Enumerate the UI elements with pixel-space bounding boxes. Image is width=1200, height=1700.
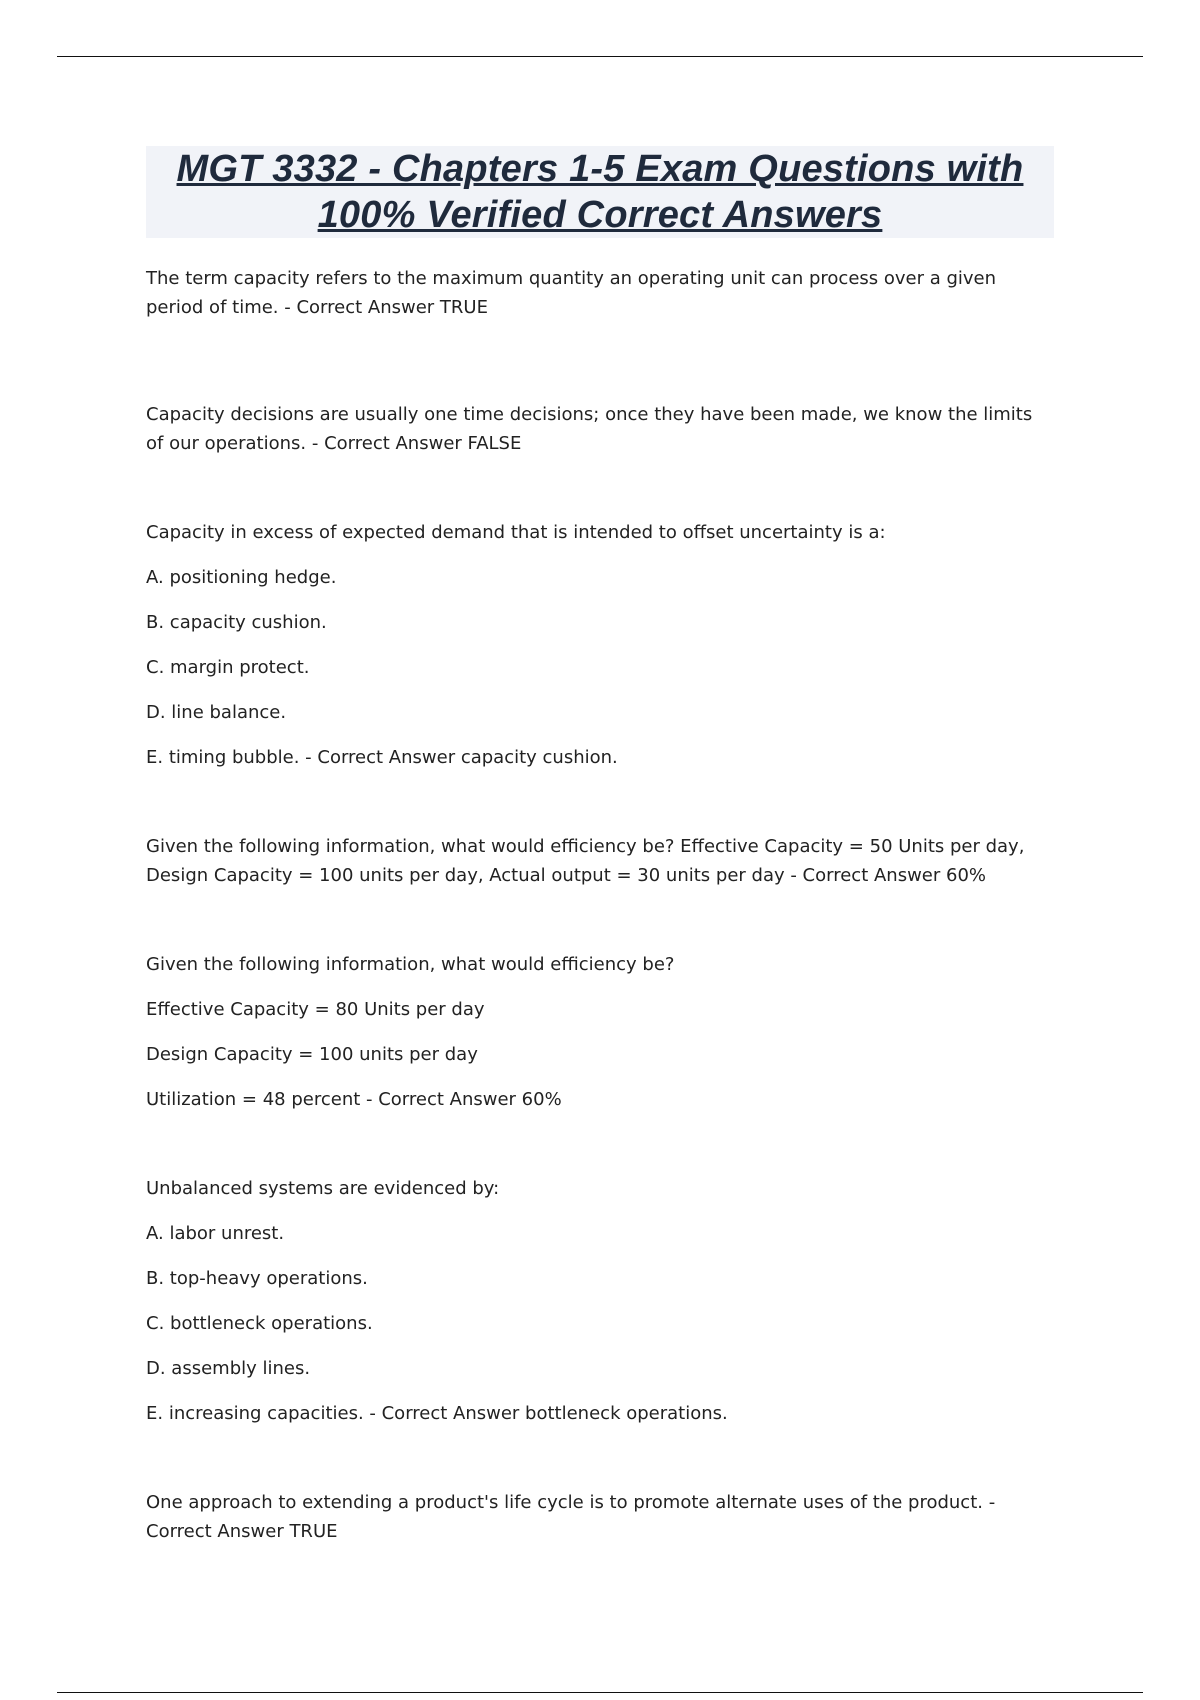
answer-option: B. top-heavy operations.: [146, 1268, 368, 1289]
question-item: [146, 1488, 1050, 1546]
question-item: [146, 518, 1050, 772]
question-item: [146, 950, 1050, 1114]
answer-option: D. assembly lines.: [146, 1358, 311, 1379]
answer-option: E. timing bubble. - Correct Answer capacity cushion.: [146, 747, 618, 768]
question-text: Given the following information, what would efficiency be? Effective Capacity = 50 Units per day, Design Capacity = 100 units per day, Actual output = 30 units per day - Correct Answer 60%: [146, 836, 1025, 886]
question-text: One approach to extending a product's life cycle is to promote alternate uses of the product. - Correct Answer TRUE: [146, 1492, 996, 1542]
question-text: Given the following information, what would efficiency be?: [146, 954, 675, 975]
answer-option: C. margin protect.: [146, 657, 310, 678]
answer-option: C. bottleneck operations.: [146, 1313, 373, 1334]
question-detail: Utilization = 48 percent - Correct Answer 60%: [146, 1089, 562, 1110]
question-text: Capacity decisions are usually one time decisions; once they have been made, we know the limits of our operations. - Correct Answer FALSE: [146, 404, 1033, 454]
question-text: Capacity in excess of expected demand that is intended to offset uncertainty is a:: [146, 522, 886, 543]
question-item: [146, 1174, 1050, 1428]
document-title: [177, 146, 1024, 238]
document-title-box: [146, 146, 1054, 238]
answer-option: E. increasing capacities. - Correct Answer bottleneck operations.: [146, 1403, 728, 1424]
answer-option: A. positioning hedge.: [146, 567, 337, 588]
question-text: The term capacity refers to the maximum quantity an operating unit can process over a given period of time. - Correct Answer TRUE: [146, 268, 997, 318]
question-detail: Design Capacity = 100 units per day: [146, 1044, 478, 1065]
answer-option: A. labor unrest.: [146, 1223, 285, 1244]
question-item: [146, 832, 1050, 890]
header-rule: [57, 56, 1143, 57]
question-item: [146, 264, 1050, 322]
question-item: [146, 400, 1050, 458]
answer-option: D. line balance.: [146, 702, 287, 723]
document-title-line-2: 100% Verified Correct Answers: [317, 194, 883, 236]
footer-rule: [57, 1692, 1143, 1693]
answer-option: B. capacity cushion.: [146, 612, 327, 633]
question-text: Unbalanced systems are evidenced by:: [146, 1178, 500, 1199]
question-list: [146, 264, 1050, 1606]
question-detail: Effective Capacity = 80 Units per day: [146, 999, 485, 1020]
document-title-line-1: MGT 3332 - Chapters 1-5 Exam Questions with: [176, 148, 1024, 190]
